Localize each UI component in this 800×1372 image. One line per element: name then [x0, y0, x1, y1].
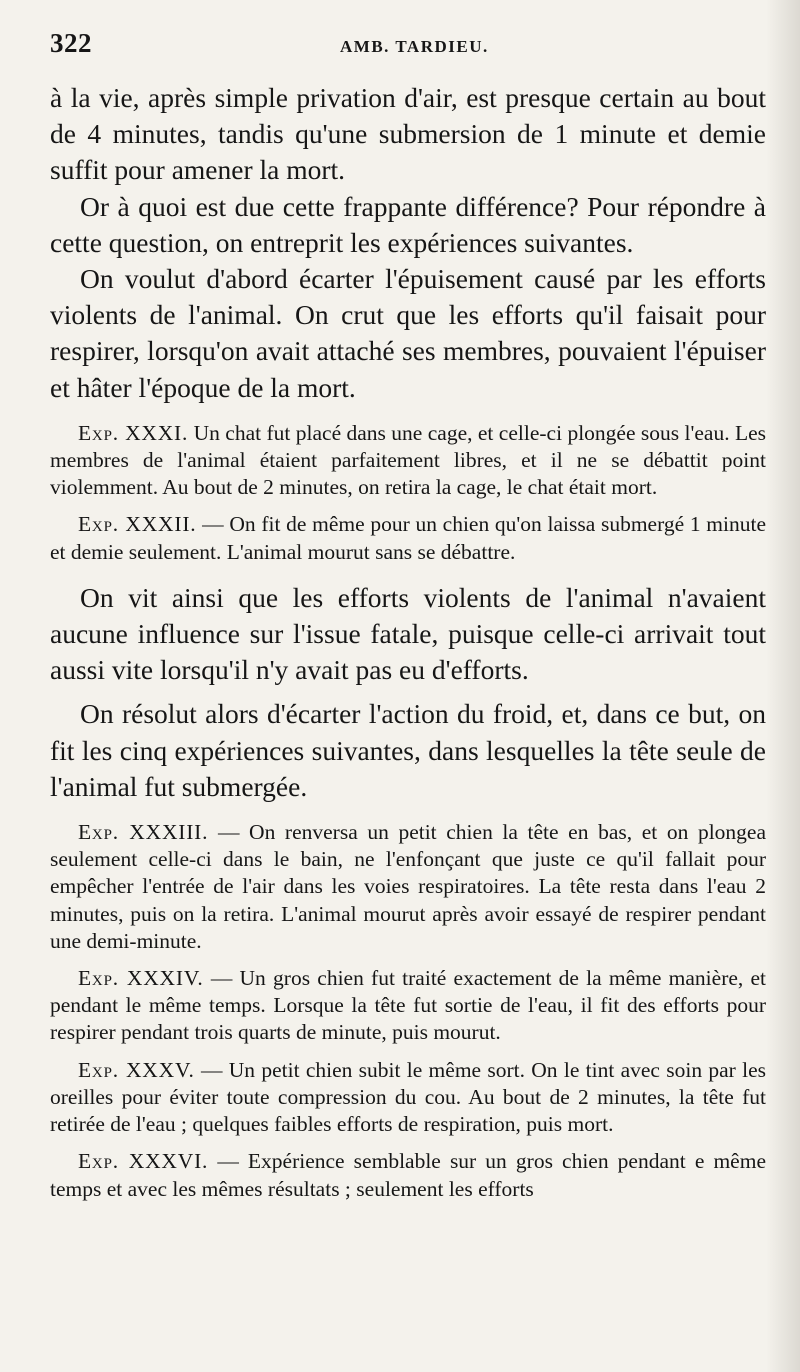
experiment-label: Exp. XXXIII. [78, 820, 209, 845]
paragraph-conclusion: On vit ainsi que les efforts violents de l'animal n'avaient aucune influence sur l'issue fatale, puisque celle-ci arrivait tout aussi vite lorsqu'il n'y avait pas eu d'efforts. [50, 581, 766, 686]
experiment-label: Exp. XXXV. [78, 1057, 195, 1082]
experiment-text: — Un petit chien subit le même sort. On le tint avec soin par les oreilles pour éviter toute compression du cou. Au bout de 2 minutes, la tête fut retirée de l'eau ; quelques faibles efforts de respiration, puis mort. [50, 1057, 767, 1137]
page-number: 322 [50, 28, 92, 58]
experiment-32 [50, 511, 766, 565]
experiment-label: Exp. XXXVI. [78, 1149, 209, 1174]
paragraph-question: Or à quoi est due cette frappante différence? Pour répondre à cette question, on entreprit les expériences suivantes. [50, 190, 766, 258]
experiment-text: — On renversa un petit chien la tête en bas, et on plongea seulement celle-ci dans le bain, ne l'enfonçant que juste ce qu'il fallait pour empêcher l'entrée de l'air dans les voies respiratoires. La tête resta dans l'eau 2 minutes, puis on la retira. L'animal mourut après avoir essayé de respirer pendant une demi-minute. [50, 820, 766, 953]
experiment-text: Un chat fut placé dans une cage, et celle-ci plongée sous l'eau. Les membres de l'animal étaient parfaitement libres, et il ne se débattit point violemment. Au bout de 2 minutes, on retira la cage, le chat était mort. [50, 420, 767, 500]
experiment-36 [50, 1148, 766, 1202]
experiment-text: — Un gros chien fut traité exactement de la même manière, et pendant le même temps. Lorsque la tête fut sortie de l'eau, il fit des efforts pour respirer pendant trois quarts de minute, puis mourut. [50, 966, 767, 1045]
experiment-label: Exp. XXXII. [78, 512, 197, 537]
experiment-label: Exp. XXXIV. [78, 966, 204, 991]
experiment-31 [50, 420, 766, 502]
experiment-group-2 [50, 819, 766, 1203]
experiment-35 [50, 1057, 766, 1139]
page-header [50, 28, 766, 80]
experiment-group-1 [50, 420, 766, 566]
paragraph-exhaustion: On voulut d'abord écarter l'épuisement causé par les efforts violents de l'animal. On crut que les efforts qu'il faisait pour respirer, lorsqu'on avait attaché ses membres, pouvaient l'épuiser et hâter l'époque de la mort. [50, 263, 766, 403]
running-head: AMB. TARDIEU. [340, 37, 489, 56]
experiment-text: — Expérience semblable sur un gros chien pendant e même temps et avec les mêmes résultats ; seulement les efforts [50, 1149, 766, 1201]
experiment-text: — On fit de même pour un chien qu'on laissa submergé 1 minute et demie seulement. L'animal mourut sans se débattre. [50, 512, 767, 564]
paragraph-continuation: à la vie, après simple privation d'air, est presque certain au bout de 4 minutes, tandis qu'une submersion de 1 minute et demie suffit pour amener la mort. [50, 82, 766, 186]
experiment-34 [50, 965, 766, 1047]
experiment-label: Exp. XXXI. [78, 420, 189, 445]
experiment-33 [50, 819, 766, 955]
paragraph-cold: On résolut alors d'écarter l'action du froid, et, dans ce but, on fit les cinq expériences suivantes, dans lesquelles la tête seule de l'animal fut submergée. [50, 698, 766, 802]
binding-shadow [766, 0, 800, 1372]
